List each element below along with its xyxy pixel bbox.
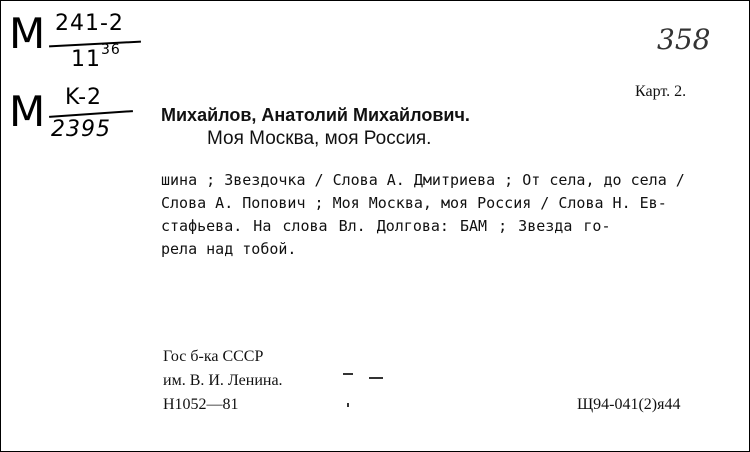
library-line-1: Гос б-ка СССР — [163, 348, 264, 365]
library-line-3: Н1052—81 — [163, 396, 239, 413]
shelfmark-2-letter: M — [9, 87, 46, 136]
shelfmark-2-numerator: K-2 — [65, 85, 103, 110]
contents-line: рела над тобой. — [161, 240, 297, 258]
contents-line: стафьева. На слова Вл. Долгова: БАМ ; Звезда го- — [161, 217, 611, 235]
title: Моя Москва, моя Россия. — [207, 128, 432, 149]
shelfmark-1-denominator: 11 — [71, 47, 101, 72]
shelfmark-1 — [9, 9, 149, 73]
contents-line: шина ; Звездочка / Слова А. Дмитриева ; От села, до села / — [161, 171, 685, 189]
shelfmark-2-denominator: 2395 — [51, 117, 111, 142]
classification-code: Щ94-041(2)я44 — [577, 396, 681, 413]
author-heading: Михайлов, Анатолий Михайлович. — [161, 105, 470, 125]
card-number: Карт. 2. — [635, 83, 687, 100]
stray-mark — [347, 403, 349, 407]
library-line-2: им. В. И. Ленина. — [163, 372, 283, 389]
shelfmark-1-numerator: 241-2 — [55, 11, 124, 36]
shelfmark-1-denominator-sup: 36 — [101, 42, 121, 58]
corner-mark: 358 — [657, 23, 711, 56]
shelfmark-1-letter: M — [9, 9, 46, 58]
contents-line: Слова А. Попович ; Моя Москва, моя Россия / Слова Н. Ев- — [161, 194, 667, 212]
shelfmark-2 — [9, 85, 149, 151]
stray-mark — [369, 377, 383, 379]
stray-mark — [343, 373, 353, 375]
